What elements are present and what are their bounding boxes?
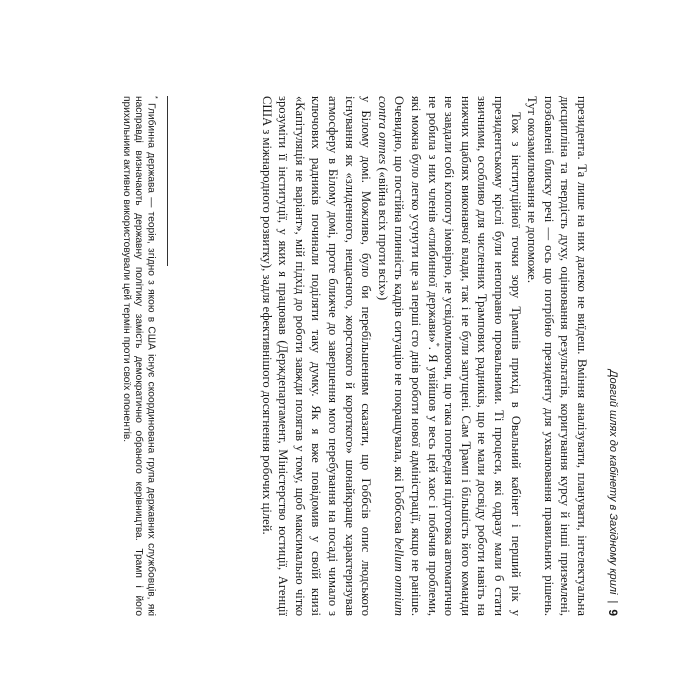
- footnote-divider: [167, 96, 168, 266]
- latin-phrase: bellum omnium contra omnes: [375, 96, 407, 616]
- latin-translation: («війна всіх проти всіх»): [375, 164, 390, 301]
- footnote: [119, 96, 160, 616]
- paragraph-1-text: президента. Та лише на них далеко не виїдеш. Вміння аналізувати, планувати, інтелектуальна дисципліна та твердість духу, оцінювання результатів, коригування курсу й інші приземлені, позбавлені блиску речі — ось що потрібно президенту для ухвалювання правильних рішень. Тут окозамилювання не допоможе.: [525, 96, 589, 616]
- paragraph-2-continuation: . Я увійшов у весь цей хаос і побачив проблеми, які можна було легко усунути ще за перші сто днів роботи нової адміністрації, якщо не раніше. Очевидно, що постійна плинність кадрів ситуацію не покращувала, які Гоббсова: [392, 96, 440, 616]
- running-head: [606, 370, 620, 616]
- footnote-marker-ref: *: [431, 342, 441, 347]
- body-text: [258, 96, 590, 616]
- running-head-separator: |: [607, 600, 619, 604]
- page-number: 9: [606, 609, 620, 616]
- running-head-title: Довгий шлях до кабінету в Західному крилі: [607, 369, 619, 595]
- paragraph-3-text: у Білому домі. Можливо, було би перебільшенням сказати, що Гоббсів опис людського існування як «злиденного, нещасного, жорстокого й короткого» шонайкраще характеризував атмосферу в Білому домі, проте ближче до завершення мого перебування на посаді чимало з ключових радників починали поділяти таку думку. Як я вже повідомив у своїй книзі «Капітуляція не варіант», мій підхід до роботи завжди полягав у тому, щоб максимально чітко зрозуміти її інституції, у яких я працював (Держдепартамент, Міністерство юстиції, Агенції США з міжнародного розвитку), задля ефективнішого досягнення робочих цілей.: [259, 96, 374, 616]
- paragraph-2: [374, 96, 523, 616]
- paragraph-3: [258, 96, 374, 616]
- footnote-marker: *: [151, 96, 158, 99]
- footnote-text: Глибинна держава — теорія, згідно з якою в США існує скоординована група державних службовців, які насправді визначають державну політику замість демократично обраного керівництва. Трамп і його прихильники активно використовували цей термін проти своїх опонентів.: [120, 96, 157, 616]
- paragraph-1: [524, 96, 590, 616]
- paragraph-2-text: Тож з інституційної точки зору Трампів прихід в Овальний кабінет і перший рік у президентському кріслі були непоправно провальними. Ті процеси, які одразу мали б стати звичними, особливо для численних Трампових радників, що не мали досвіду роботи навіть на нижчих щаблях виконавчої влади, так і не були запущені. Сам Трамп і більшість його команди не завдали собі клопоту імовірно, не усвідомлюючи, що така попередня підготовка автоматично не робила з них членів «глибинної держави»: [425, 96, 523, 616]
- book-page: [70, 70, 630, 630]
